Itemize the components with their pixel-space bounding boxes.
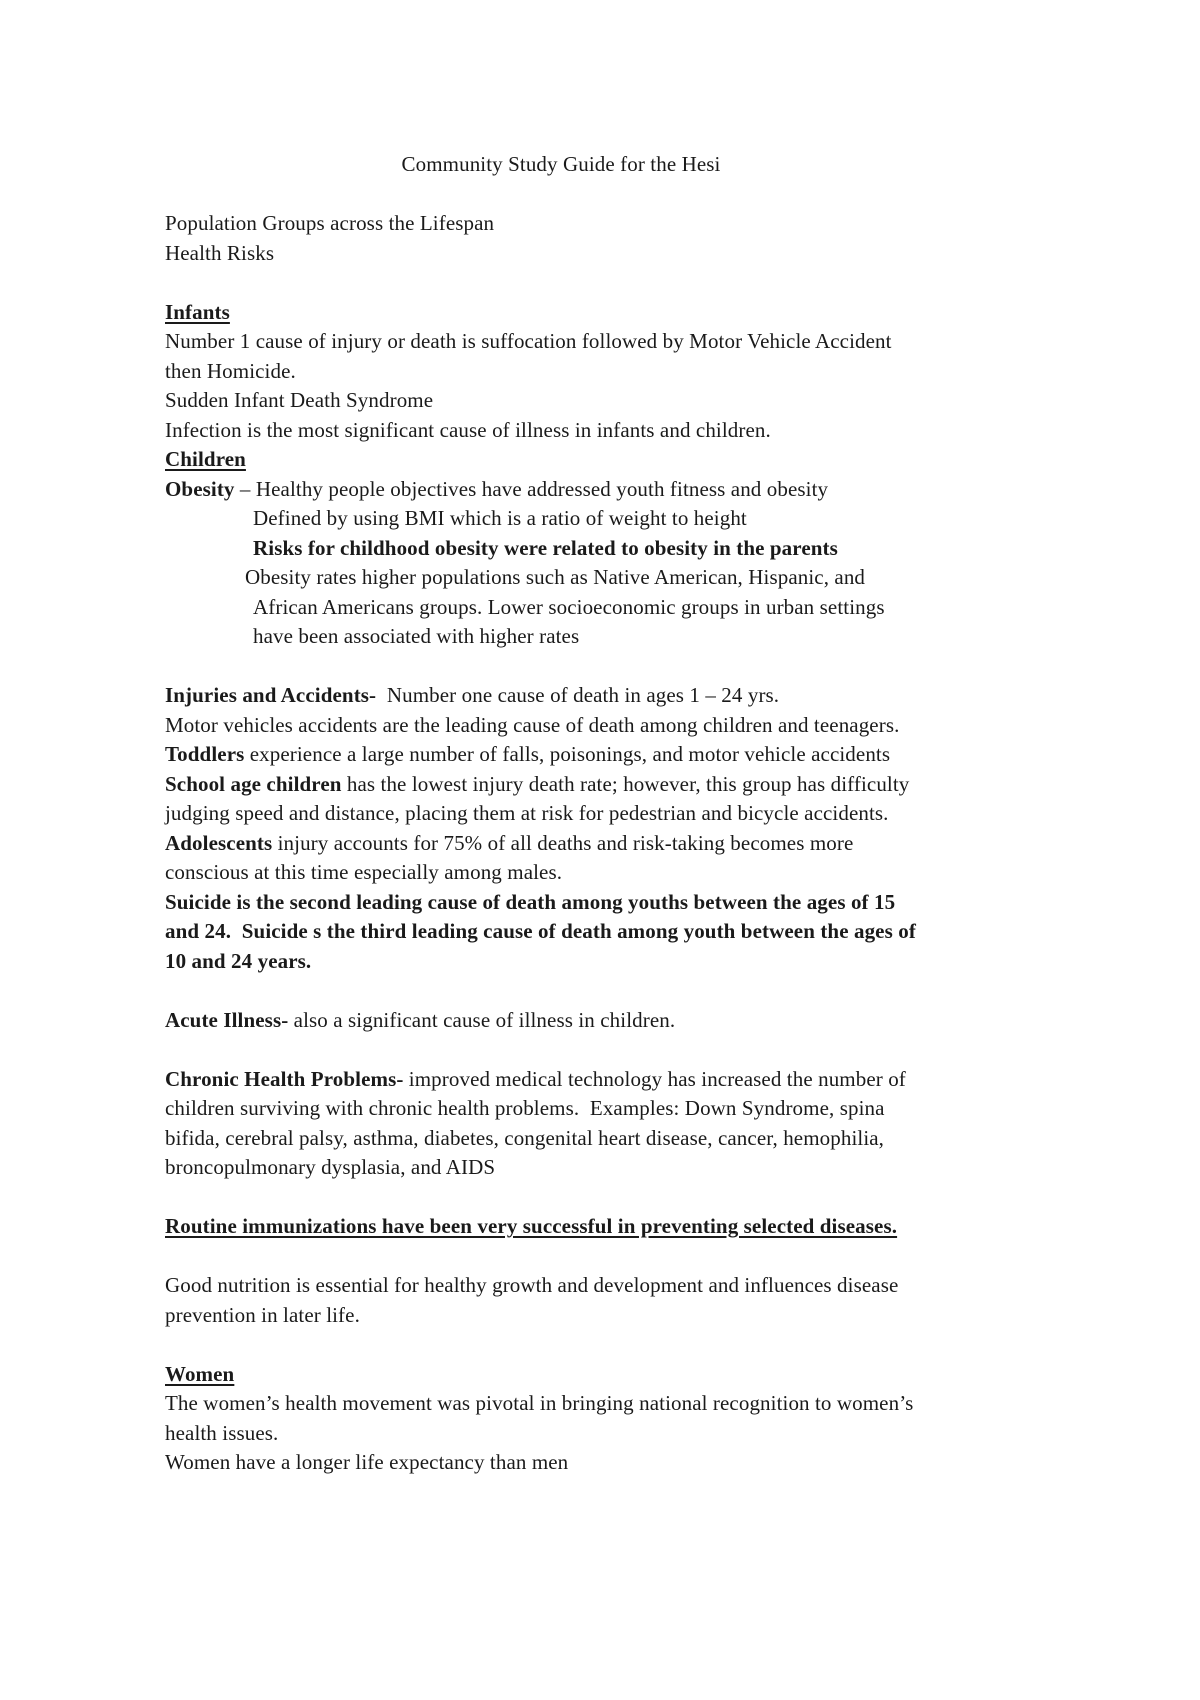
text-line — [165, 799, 957, 829]
text-line — [165, 740, 957, 770]
text-segment: has the lowest injury death rate; however, this group has difficulty — [341, 771, 910, 796]
text-segment: Good nutrition is essential for healthy growth and development and influences disease — [165, 1273, 899, 1297]
text-segment: bifida, cerebral palsy, asthma, diabetes, congenital heart disease, cancer, hemophilia, — [165, 1125, 885, 1150]
text-line — [165, 711, 957, 741]
text-line — [165, 1389, 957, 1419]
text-segment: Number 1 cause of injury or death is suffocation followed by Motor Vehicle Accident — [165, 329, 892, 353]
text-segment: Obesity rates higher populations such as Native American, Hispanic, and — [245, 565, 866, 589]
text-segment: Sudden Infant Death Syndrome — [165, 388, 434, 412]
blank-line — [165, 1183, 957, 1213]
blank-line — [165, 268, 957, 298]
text-line — [165, 327, 957, 357]
text-segment: and 24. Suicide s the third leading cause of death among youth between the ages of — [165, 919, 916, 943]
text-segment: Obesity — [165, 476, 235, 501]
text-segment: prevention in later life. — [165, 1302, 360, 1327]
text-segment: Number one cause of death in ages 1 – 24 yrs. — [376, 683, 780, 707]
text-line — [165, 1271, 957, 1301]
text-segment: conscious at this time especially among males. — [165, 860, 563, 884]
text-segment: African Americans groups. Lower socioeconomic groups in urban settings — [253, 594, 885, 619]
text-segment: judging speed and distance, placing them at risk for pedestrian and bicycle accidents. — [165, 801, 889, 825]
text-segment: School age children — [165, 771, 342, 796]
blank-line — [165, 1035, 957, 1065]
text-line — [165, 1094, 957, 1124]
blank-line — [165, 976, 957, 1006]
text-line — [165, 534, 957, 564]
text-segment: health issues. — [165, 1420, 279, 1445]
text-segment: Community Study Guide for the Hesi — [401, 152, 721, 176]
text-segment: Chronic Health Problems- — [165, 1066, 404, 1091]
heading-children — [165, 445, 957, 475]
text-segment: Women — [165, 1361, 235, 1386]
text-line — [165, 209, 957, 239]
text-line — [165, 1448, 957, 1478]
blank-line — [165, 180, 957, 210]
text-line — [165, 1124, 957, 1154]
doc-title — [165, 150, 957, 180]
text-segment: then Homicide. — [165, 358, 296, 383]
text-line — [165, 858, 957, 888]
text-line — [165, 386, 957, 416]
text-line — [165, 770, 957, 800]
text-segment: Suicide is the second leading cause of death among youths between the ages of 15 — [165, 889, 896, 914]
text-segment: 10 and 24 years. — [165, 948, 312, 973]
heading-infants — [165, 298, 957, 328]
blank-line — [165, 1242, 957, 1272]
text-line — [165, 416, 957, 446]
text-segment: Women have a longer life expectancy than men — [165, 1450, 569, 1474]
text-line — [165, 593, 957, 623]
text-segment: Children — [165, 447, 246, 471]
text-line — [165, 829, 957, 859]
text-segment: improved medical technology has increased the number of — [403, 1066, 906, 1091]
text-segment: injury accounts for 75% of all deaths and risk-taking becomes more — [272, 830, 854, 855]
text-segment: Infants — [165, 299, 230, 324]
text-line — [165, 239, 957, 269]
text-line — [165, 622, 957, 652]
text-line — [165, 681, 957, 711]
text-segment: experience a large number of falls, poisonings, and motor vehicle accidents — [244, 742, 891, 766]
text-segment: Risks for childhood obesity were related to obesity in the parents — [253, 535, 838, 560]
text-segment: Defined by using BMI which is a ratio of weight to height — [253, 506, 747, 530]
key-point-immunizations — [165, 1212, 957, 1242]
text-segment: also a significant cause of illness in children. — [288, 1007, 676, 1032]
text-line — [165, 563, 957, 593]
text-segment: children surviving with chronic health problems. Examples: Down Syndrome, spina — [165, 1096, 885, 1120]
blank-line — [165, 1330, 957, 1360]
text-line — [165, 1153, 957, 1183]
text-segment: Motor vehicles accidents are the leading cause of death among children and teenagers. — [165, 712, 900, 737]
blank-line — [165, 652, 957, 682]
text-segment: Health Risks — [165, 240, 275, 265]
text-line — [165, 475, 957, 505]
text-line — [165, 1419, 957, 1449]
text-segment: broncopulmonary dysplasia, and AIDS — [165, 1155, 496, 1179]
text-segment: – Healthy people objectives have addressed youth fitness and obesity — [234, 476, 829, 501]
text-segment: Adolescents — [165, 830, 273, 855]
text-segment: The women’s health movement was pivotal in bringing national recognition to women’s — [165, 1391, 914, 1415]
heading-women — [165, 1360, 957, 1390]
text-segment: Infection is the most significant cause of illness in infants and children. — [165, 417, 771, 442]
text-line — [165, 1301, 957, 1331]
text-line — [165, 888, 957, 918]
text-segment: Acute Illness- — [165, 1007, 289, 1032]
text-line — [165, 357, 957, 387]
text-line — [165, 917, 957, 947]
text-line — [165, 947, 957, 977]
text-line — [165, 1065, 957, 1095]
text-segment: Routine immunizations have been very successful in preventing selected diseases. — [165, 1214, 898, 1238]
text-segment: Population Groups across the Lifespan — [165, 211, 495, 235]
text-segment: Injuries and Accidents- — [165, 683, 377, 707]
text-line — [165, 1006, 957, 1036]
text-line — [165, 504, 957, 534]
text-segment: have been associated with higher rates — [253, 624, 580, 648]
document-body — [165, 150, 957, 1478]
text-segment: Toddlers — [165, 742, 245, 766]
